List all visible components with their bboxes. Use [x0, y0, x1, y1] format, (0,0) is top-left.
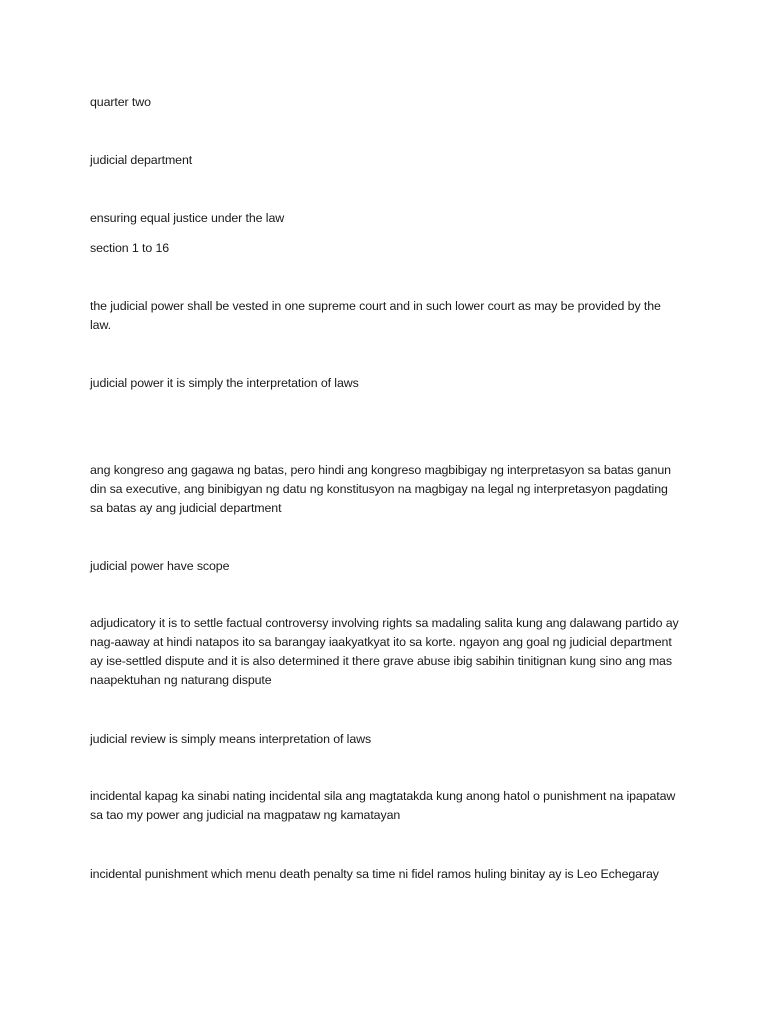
paragraph-adjudicatory: adjudicatory it is to settle factual controversy involving rights sa madaling salita kung ang dalawang partido ay nag-aaway at hindi natapos ito sa barangay iaakyatkyat ito sa korte. ngayon ang goal ng judicial department ay ise-settled dispute and it is also determined it there grave abuse ibig sabihin tinitignan kung sino ang mas naapektuhan ng naturang dispute — [90, 616, 679, 687]
subheading-motto: ensuring equal justice under the law — [90, 211, 285, 225]
paragraph-punishment: incidental punishment which menu death penalty sa time ni fidel ramos huling binitay ay is Leo Echegaray — [90, 867, 659, 881]
paragraph-vesting: the judicial power shall be vested in one supreme court and in such lower court as may be provided by the law. — [90, 299, 661, 332]
paragraph-review: judicial review is simply means interpretation of laws — [90, 732, 372, 746]
section-range: section 1 to 16 — [90, 241, 170, 255]
paragraph-definition: judicial power it is simply the interpretation of laws — [90, 376, 359, 390]
heading-quarter: quarter two — [90, 95, 151, 109]
paragraph-scope: judicial power have scope — [90, 559, 230, 573]
paragraph-kongreso: ang kongreso ang gagawa ng batas, pero hindi ang kongreso magbibigay ng interpretasyon sa batas ganun din sa executive, ang binibigyan ng datu ng konstitusyon na magbigay na legal ng interpretasyon pagdating sa batas ay ang judicial department — [90, 463, 671, 515]
paragraph-incidental: incidental kapag ka sinabi nating incidental sila ang magtatakda kung anong hatol o punishment na ipapataw sa tao my power ang judicial na magpataw ng kamatayan — [90, 789, 676, 822]
heading-department: judicial department — [90, 153, 193, 167]
